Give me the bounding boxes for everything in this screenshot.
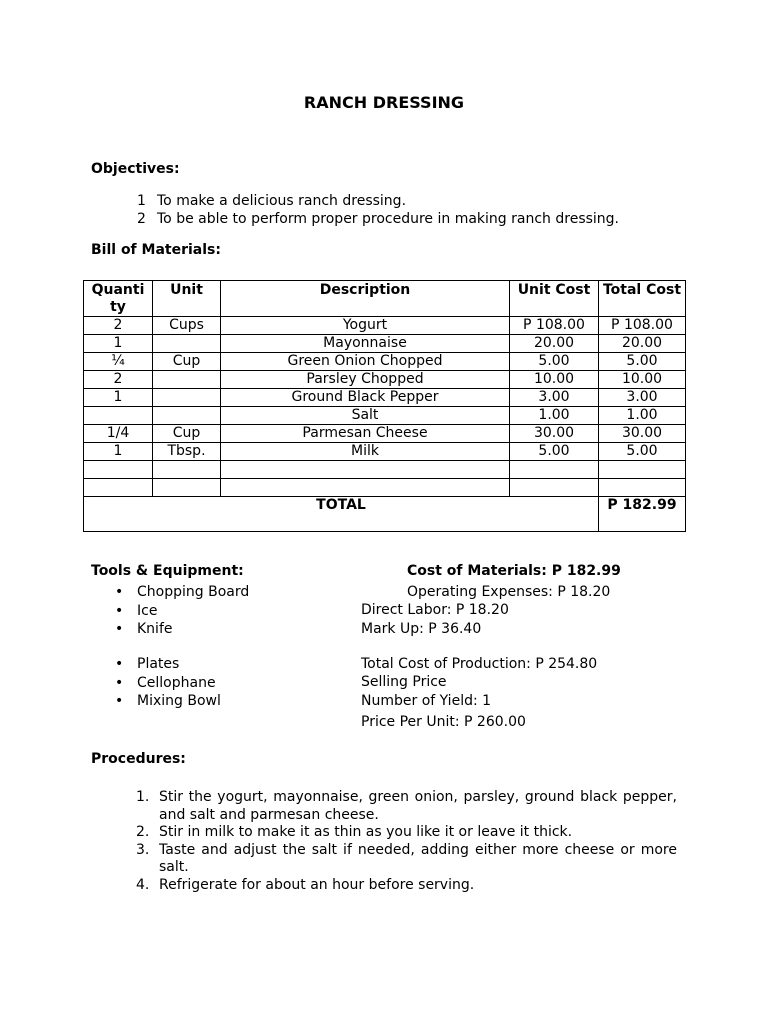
unit-cost-cell: 30.00 xyxy=(510,425,599,443)
total-cost-cell: 20.00 xyxy=(599,335,686,353)
unit-cell xyxy=(153,407,221,425)
table-row xyxy=(84,389,686,407)
price-per-unit: Price Per Unit: P 260.00 xyxy=(361,714,526,730)
procedure-step: 2. Stir in milk to make it as thin as you like it or leave it thick. xyxy=(136,824,573,840)
total-cost-cell: 3.00 xyxy=(599,389,686,407)
mark-up: Mark Up: P 36.40 xyxy=(361,621,482,637)
objective-item: 2 To be able to perform proper procedure in making ranch dressing. xyxy=(137,210,619,227)
procedures-list xyxy=(91,789,677,894)
unit-cost-cell xyxy=(510,479,599,497)
total-cost-cell: 30.00 xyxy=(599,425,686,443)
col-header-total-cost: Total Cost xyxy=(599,281,686,317)
direct-labor: Direct Labor: P 18.20 xyxy=(361,602,509,618)
description-cell: Green Onion Chopped xyxy=(221,353,510,371)
table-row xyxy=(84,407,686,425)
description-cell: Mayonnaise xyxy=(221,335,510,353)
tool-item: • Knife xyxy=(91,620,331,639)
total-cost-cell: 5.00 xyxy=(599,443,686,461)
total-cost-cell: P 108.00 xyxy=(599,317,686,335)
table-row xyxy=(84,371,686,389)
unit-cost-cell: 10.00 xyxy=(510,371,599,389)
col-header-unit-cost: Unit Cost xyxy=(510,281,599,317)
procedures-heading: Procedures: xyxy=(91,751,186,767)
quantity-cell xyxy=(84,461,153,479)
total-cost-cell: 5.00 xyxy=(599,353,686,371)
unit-cell: Cup xyxy=(153,425,221,443)
selling-price: Selling Price xyxy=(361,674,447,690)
quantity-cell: ¼ xyxy=(84,353,153,371)
page-title: RANCH DRESSING xyxy=(303,93,465,112)
cost-of-materials: Cost of Materials: P 182.99 xyxy=(407,563,621,579)
tool-item: • Ice xyxy=(91,602,331,621)
table-row xyxy=(84,425,686,443)
total-row xyxy=(84,497,686,532)
number-of-yield: Number of Yield: 1 xyxy=(361,693,492,709)
description-cell: Ground Black Pepper xyxy=(221,389,510,407)
table-row xyxy=(84,479,686,497)
col-header-unit: Unit xyxy=(153,281,221,317)
unit-cost-cell: P 108.00 xyxy=(510,317,599,335)
objective-item: 1 To make a delicious ranch dressing. xyxy=(137,193,407,209)
unit-cost-cell: 20.00 xyxy=(510,335,599,353)
table-row xyxy=(84,461,686,479)
bill-of-materials-table xyxy=(83,280,686,532)
objectives-heading: Objectives: xyxy=(91,161,180,177)
tool-item: • Chopping Board xyxy=(91,583,331,602)
unit-cost-cell xyxy=(510,461,599,479)
tools-heading: Tools & Equipment: xyxy=(91,563,244,579)
tools-list-2 xyxy=(91,655,331,711)
tool-item: • Plates xyxy=(91,655,331,674)
unit-cell xyxy=(153,335,221,353)
unit-cell xyxy=(153,479,221,497)
unit-cell xyxy=(153,371,221,389)
tools-list-1 xyxy=(91,583,331,639)
unit-cost-cell: 3.00 xyxy=(510,389,599,407)
tool-item: • Mixing Bowl xyxy=(91,692,331,711)
tool-item: • Cellophane xyxy=(91,674,331,693)
total-cost-cell xyxy=(599,461,686,479)
objectives-list xyxy=(137,193,619,228)
procedure-step: 3. Taste and adjust the salt if needed, adding either more cheese or more salt. xyxy=(136,841,677,875)
unit-cell xyxy=(153,461,221,479)
quantity-cell: 1 xyxy=(84,443,153,461)
total-cost-cell: 10.00 xyxy=(599,371,686,389)
table-row xyxy=(84,335,686,353)
unit-cell xyxy=(153,389,221,407)
unit-cost-cell: 1.00 xyxy=(510,407,599,425)
quantity-cell xyxy=(84,407,153,425)
procedure-step: 1. Stir the yogurt, mayonnaise, green onion, parsley, ground black pepper, and salt and parmesan cheese. xyxy=(136,789,677,823)
quantity-cell: 2 xyxy=(84,317,153,335)
unit-cell: Cup xyxy=(153,353,221,371)
description-cell: Salt xyxy=(221,407,510,425)
total-label: TOTAL xyxy=(84,497,599,532)
description-cell: Parsley Chopped xyxy=(221,371,510,389)
unit-cell: Tbsp. xyxy=(153,443,221,461)
total-cost-production: Total Cost of Production: P 254.80 xyxy=(361,656,598,672)
description-cell: Yogurt xyxy=(221,317,510,335)
table-row xyxy=(84,353,686,371)
unit-cell: Cups xyxy=(153,317,221,335)
quantity-cell: 2 xyxy=(84,371,153,389)
total-cost-cell: 1.00 xyxy=(599,407,686,425)
description-cell: Parmesan Cheese xyxy=(221,425,510,443)
col-header-description: Description xyxy=(221,281,510,317)
unit-cost-cell: 5.00 xyxy=(510,443,599,461)
quantity-cell: 1/4 xyxy=(84,425,153,443)
quantity-cell: 1 xyxy=(84,389,153,407)
quantity-cell xyxy=(84,479,153,497)
total-value: P 182.99 xyxy=(599,497,686,532)
bom-heading: Bill of Materials: xyxy=(91,242,221,258)
total-cost-cell xyxy=(599,479,686,497)
operating-expenses: Operating Expenses: P 18.20 xyxy=(407,584,611,600)
table-row xyxy=(84,443,686,461)
quantity-cell: 1 xyxy=(84,335,153,353)
col-header-quantity: Quanti ty xyxy=(84,281,153,317)
table-row xyxy=(84,317,686,335)
unit-cost-cell: 5.00 xyxy=(510,353,599,371)
procedure-step: 4. Refrigerate for about an hour before serving. xyxy=(136,876,475,893)
description-cell: Milk xyxy=(221,443,510,461)
description-cell xyxy=(221,479,510,497)
description-cell xyxy=(221,461,510,479)
